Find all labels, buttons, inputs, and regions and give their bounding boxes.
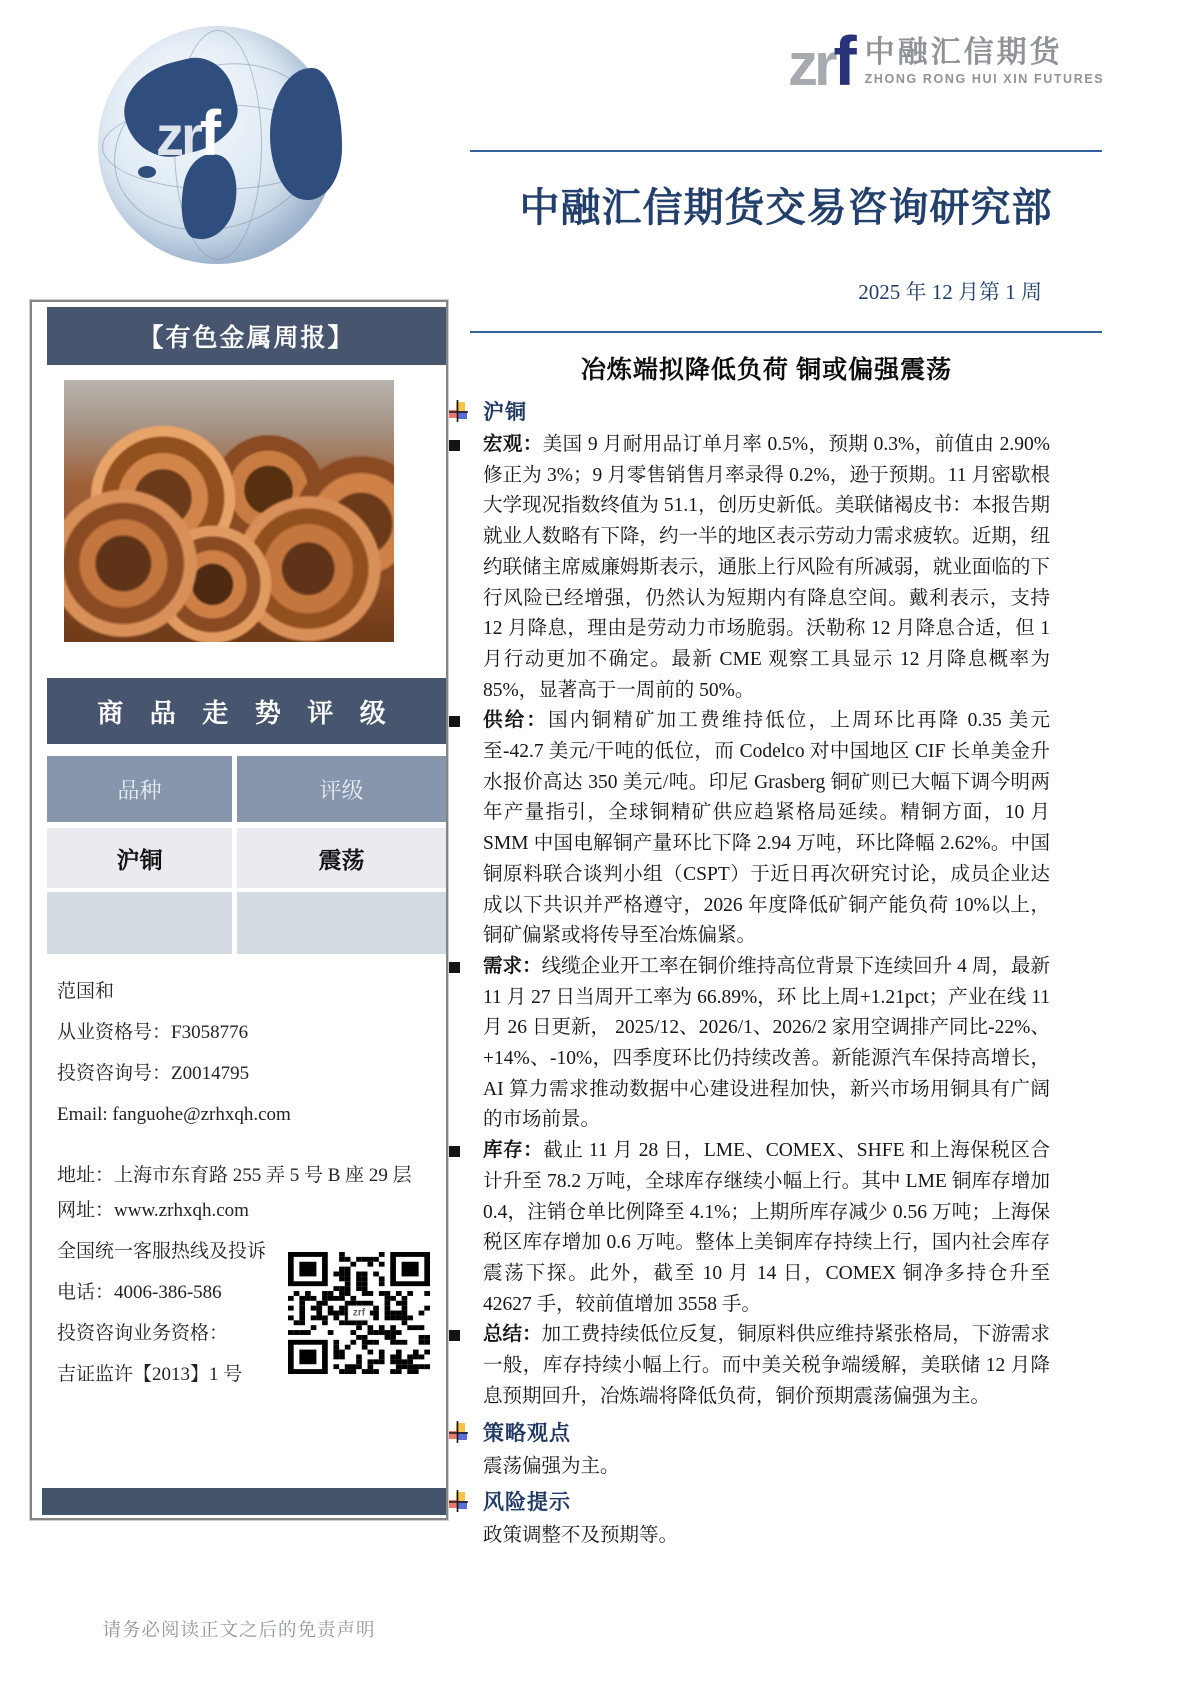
disclaimer-note: 请务必阅读正文之后的免责声明 xyxy=(102,1621,376,1641)
bullet-label: 总结： xyxy=(483,1324,542,1346)
rating-table-header-row xyxy=(47,756,446,822)
bullet-text: 加工费持续低位反复，铜原料供应维持紧张格局，下游需求一般，库存持续小幅上行。而中美关税争端缓解，美联储 12 月降息预期回升，冶炼端将降低负荷，铜价预期震荡偏强为主。 xyxy=(483,1324,1050,1407)
risk-text: 政策调整不及预期等。 xyxy=(483,1524,679,1546)
table-row xyxy=(47,828,446,888)
company-name-cn: 中融汇信期货 xyxy=(864,36,1063,69)
globe-continent xyxy=(270,68,342,200)
bullet-square-icon xyxy=(449,1146,460,1157)
cell-rating: 震荡 xyxy=(237,828,446,888)
bullet-square-icon xyxy=(449,962,460,973)
main-column xyxy=(470,0,1104,1683)
sidebar xyxy=(30,300,448,1520)
cell-rating xyxy=(237,892,446,954)
bullet-label: 宏观： xyxy=(483,434,543,455)
bullet-label: 供给： xyxy=(483,710,549,732)
section-marker-icon xyxy=(447,1421,468,1443)
company-name-en: ZHONG RONG HUI XIN FUTURES xyxy=(864,72,1105,86)
copper-coils-photo xyxy=(64,380,394,642)
strategy-text: 震荡偏强为主。 xyxy=(483,1455,620,1477)
globe-continent xyxy=(138,166,156,178)
bullet-text: 国内铜精矿加工费维持低位，上周环比再降 0.35 美元至-42.7 美元/干吨的低位，而 Codelco 对中国地区 CIF 长单美金升水报价高达 350 美元/吨。印尼 Grasberg 铜矿则已大幅下调今明两年产量指引，全球铜精矿供应趋紧格局延续。精铜方面，10 月 SMM 中国电解铜产量环比下降 2.94 万吨，环比降幅 2.62%。中国铜原料联合谈判小组（CSPT）于近日再次研究讨论，成员企业达成以下共识并严格遵守，2026 年度降低矿铜产能负荷 10%以上，铜矿偏紧或将传导至冶炼偏紧。 xyxy=(483,710,1050,947)
section-heading-label: 风险提示 xyxy=(483,1490,571,1514)
bullet-text: 截止 11 月 28 日，LME、COMEX、SHFE 和上海保税区合计升至 78.2 万吨，全球库存继续小幅上行。其中 LME 铜库存增加 0.4，注销仓单比例降至 4.1%；上期所库存减少 0.56 万吨；上海保税区库存增加 0.6 万吨。整体上美铜库存持续上行，国内社会库存震荡下探。此外，截至 10 月 14 日，COMEX 铜净多持仓升至 42627 手，较前值增加 3558 手。 xyxy=(483,1140,1050,1315)
globe-watermark: zrf xyxy=(156,97,219,169)
bullet-label: 需求： xyxy=(483,955,542,977)
copper-bullet-list xyxy=(483,430,1050,1413)
analyst-name: 范国和 xyxy=(57,981,115,1002)
bullet-text: 美国 9 月耐用品订单月率 0.5%，预期 0.3%，前值由 2.90%修正为 3%；9 月零售销售月率录得 0.2%，逊于预期。11 月密歇根大学现况指数终值为 51.1，创历史新低。美联储褐皮书：本报告期就业人数略有下降，约一半的地区表示劳动力需求疲软。近期，纽约联储主席威廉姆斯表示，通胀上行风险有所减弱，就业面临的下行风险已经增强，仍然认为短期内有降息空间。戴利表示，支持 12 月降息，理由是劳动力市场脆弱。沃勒称 12 月降息合适，但 1 月行动更加不确定。最新 CME 观察工具显示 12 月降息概率为 85%，显著高于一周前的 50%。 xyxy=(483,434,1050,701)
bullet-square-icon xyxy=(449,440,460,451)
rating-table-title: 商 品 走 势 评 级 xyxy=(47,678,446,744)
issue-date: 2025 年 12 月第 1 周 xyxy=(858,280,1042,304)
qr-code-icon xyxy=(288,1252,430,1374)
company-address: 地址：上海市东育路 255 弄 5 号 B 座 29 层 xyxy=(57,1165,412,1186)
column-header-variety: 品种 xyxy=(47,756,232,822)
bullet-label: 库存： xyxy=(483,1140,544,1162)
column-header-rating: 评级 xyxy=(237,756,446,822)
article-title: 冶炼端拟降低负荷 铜或偏强震荡 xyxy=(580,357,953,384)
section-heading-label: 策略观点 xyxy=(483,1421,571,1445)
divider-line xyxy=(470,331,1102,333)
bullet-item-macro xyxy=(483,430,1050,706)
cell-variety: 沪铜 xyxy=(47,828,232,888)
analyst-advisory-number: 投资咨询号：Z0014795 xyxy=(57,1063,250,1084)
analyst-email: Email: fanguohe@zrhxqh.com xyxy=(57,1104,291,1125)
zrf-logo-icon: zrf xyxy=(788,22,853,100)
bullet-item-summary xyxy=(483,1320,1050,1412)
sidebar-bottom-bar xyxy=(42,1488,446,1515)
globe-logo xyxy=(98,26,336,264)
section-heading-strategy xyxy=(447,1417,1050,1447)
section-heading-copper xyxy=(447,396,1050,426)
bullet-square-icon xyxy=(449,716,460,727)
bullet-text: 线缆企业开工率在铜价维持高位背景下连续回升 4 周，最新 11 月 27 日当周开工率为 66.89%，环 比上周+1.21pct；产业在线 11 月 26 日更新， 2025/12、2026/1、2026/2 家用空调排产同比-22%、+14%、-10%，四季度环比仍持续改善。新能源汽车保持高增长，AI 算力需求推动数据中心建设进程加快，新兴市场用铜具有广阔的市场前景。 xyxy=(483,955,1050,1131)
service-hotline-label: 全国统一客服热线及投诉 xyxy=(57,1241,267,1262)
bullet-square-icon xyxy=(449,1330,460,1341)
divider-line xyxy=(470,150,1102,152)
department-title: 中融汇信期货交易咨询研究部 xyxy=(519,185,1053,230)
company-website: 网址：www.zrhxqh.com xyxy=(57,1200,249,1221)
section-marker-icon xyxy=(447,1490,468,1512)
article-body xyxy=(483,344,1050,1551)
analyst-cert-number: 从业资格号：F3058776 xyxy=(57,1022,249,1043)
bullet-item-inventory xyxy=(483,1136,1050,1320)
table-row-empty xyxy=(47,892,446,954)
weekly-report-badge: 【有色金属周报】 xyxy=(47,307,446,365)
license-number: 吉证监许【2013】1 号 xyxy=(57,1364,243,1385)
section-heading-risk xyxy=(447,1486,1050,1516)
section-heading-label: 沪铜 xyxy=(483,401,527,424)
cell-variety xyxy=(47,892,232,954)
bullet-item-supply xyxy=(483,706,1050,952)
license-label: 投资咨询业务资格： xyxy=(57,1323,229,1344)
bullet-item-demand xyxy=(483,952,1050,1136)
section-marker-icon xyxy=(447,400,468,422)
qr-center-label: zrf xyxy=(348,1306,370,1321)
service-phone: 电话：4006-386-586 xyxy=(57,1282,222,1303)
